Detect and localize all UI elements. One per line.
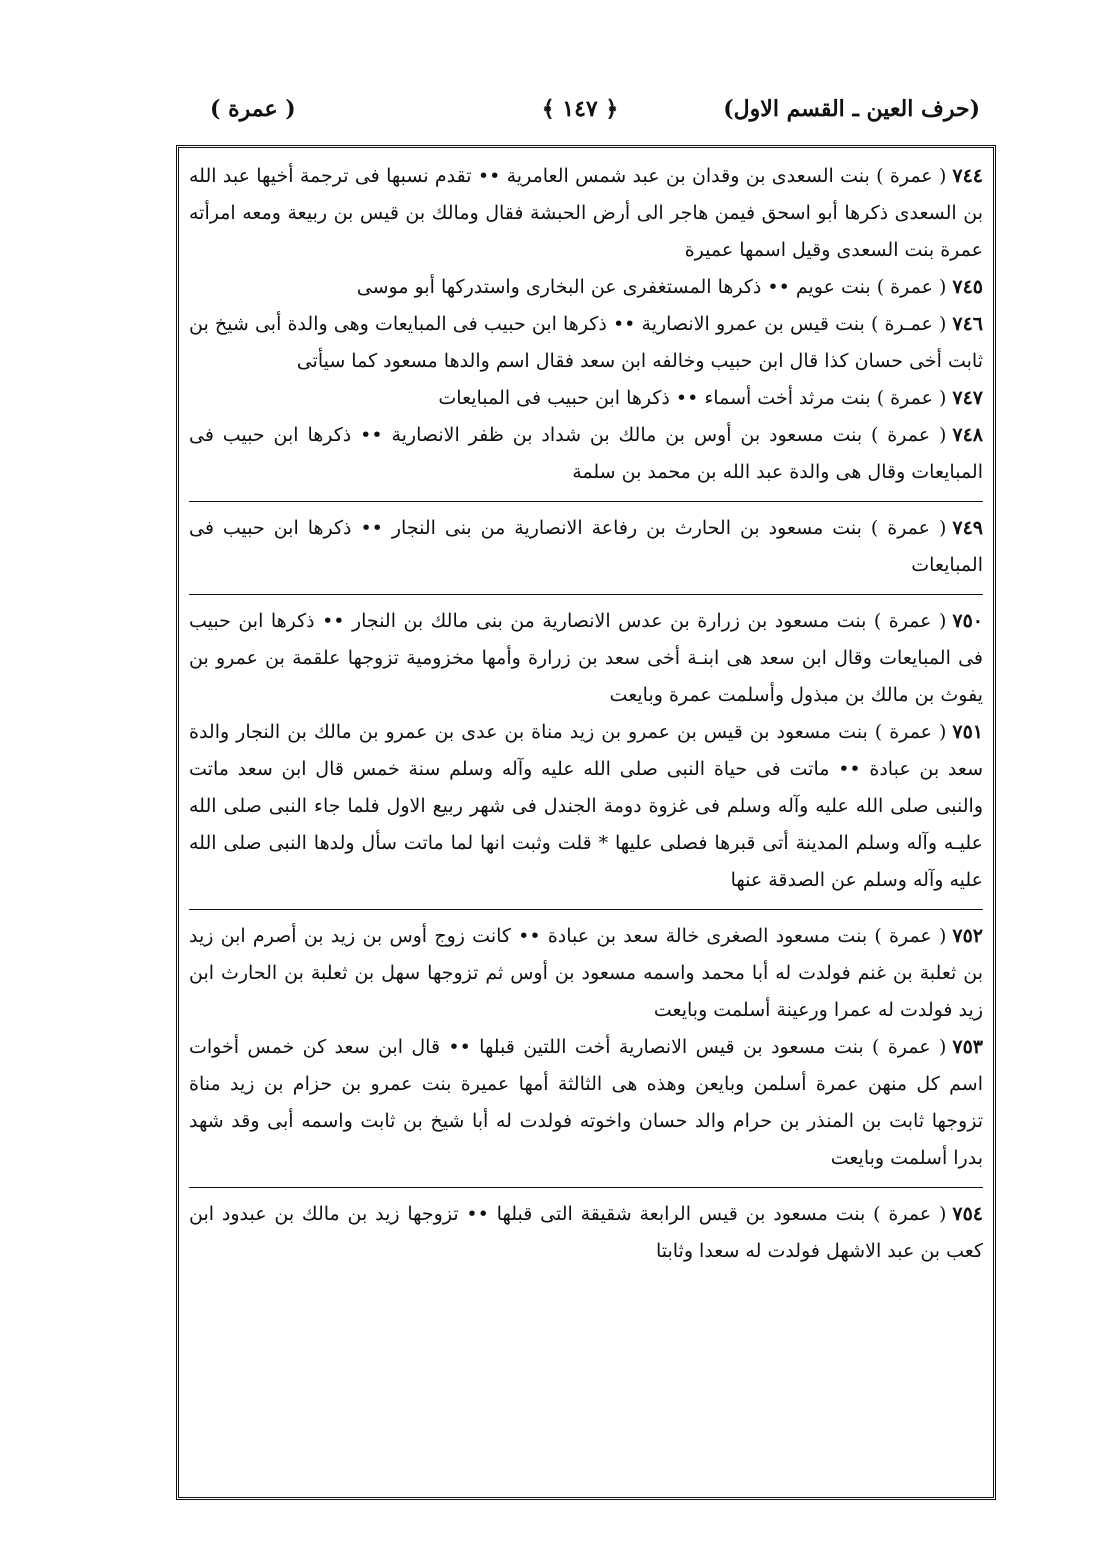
entry-number: ٧٤٤ bbox=[952, 165, 983, 187]
entry-text: ( عمرة ) بنت مرثد أخت أسماء •• ذكرها ابن حبيب فى المبايعات bbox=[438, 387, 947, 409]
entry-753 bbox=[189, 1029, 983, 1177]
entry-number: ٧٤٨ bbox=[952, 424, 983, 446]
entry-744 bbox=[189, 158, 983, 269]
page-header bbox=[180, 96, 980, 136]
entry-text: ( عمرة ) بنت عويم •• ذكرها المستغفرى عن البخارى واستدركها أبو موسى bbox=[356, 276, 947, 298]
entry-text: ( عمرة ) بنت مسعود بن زرارة بن عدس الانصارية من بنى مالك بن النجار •• ذكرها ابن حبيب فى المبايعات وقال ابن سعد هى ابنـة أخى سعد بن زرارة وأمها مخزومية تزوجها علقمة بن عمرو بن يفوث بن مالك بن مبذول وأسلمت عمرة وبايعت bbox=[189, 610, 983, 706]
text-frame bbox=[176, 145, 996, 1500]
entry-746 bbox=[189, 306, 983, 380]
entry-750 bbox=[189, 603, 983, 714]
entry-number: ٧٥١ bbox=[952, 721, 983, 743]
entry-751 bbox=[189, 714, 983, 899]
divider-line bbox=[189, 1187, 983, 1188]
entry-752 bbox=[189, 918, 983, 1029]
entry-text: ( عمرة ) بنت مسعود بن الحارث بن رفاعة الانصارية من بنى النجار •• ذكرها ابن حبيب فى المبايعات bbox=[189, 517, 983, 576]
entry-text: ( عمرة ) بنت السعدى بن وقدان بن عبد شمس العامرية •• تقدم نسبها فى ترجمة أخيها عبد الله بن السعدى ذكرها أبو اسحق فيمن هاجر الى أرض الحبشة فقال ومالك بن قيس بن ربيعة ومعه امرأته عمرة بنت السعدى وقيل اسمها عميرة bbox=[189, 165, 983, 261]
divider-line bbox=[189, 594, 983, 595]
entry-747 bbox=[189, 380, 983, 417]
entry-754 bbox=[189, 1196, 983, 1270]
entry-748 bbox=[189, 417, 983, 491]
divider-line bbox=[189, 909, 983, 910]
entry-number: ٧٥٢ bbox=[952, 925, 983, 947]
entry-number: ٧٥٤ bbox=[952, 1203, 983, 1225]
entry-text: ( عمـرة ) بنت قيس بن عمرو الانصارية •• ذكرها ابن حبيب فى المبايعات وهى والدة أبى شيخ بن ثابت أخى حسان كذا قال ابن حبيب وخالفه ابن سعد فقال اسم والدها مسعود كما سيأتى bbox=[189, 313, 983, 372]
entry-number: ٧٥٠ bbox=[952, 610, 983, 632]
entry-text: ( عمرة ) بنت مسعود الصغرى خالة سعد بن عبادة •• كانت زوج أوس بن زيد بن أصرم ابن زيد بن ثعلبة بن غنم فولدت له أبا محمد واسمه مسعود بن أوس ثم تزوجها سهل بن ثعلبة بن الحارث ابن زيد فولدت له عمرا ورعينة أسلمت وبايعت bbox=[189, 925, 983, 1021]
entry-text: ( عمرة ) بنت مسعود بن أوس بن مالك بن شداد بن ظفر الانصارية •• ذكرها ابن حبيب فى المبايعات وقال هى والدة عبد الله بن محمد بن سلمة bbox=[189, 424, 983, 483]
entry-number: ٧٤٩ bbox=[952, 517, 983, 539]
entry-749 bbox=[189, 510, 983, 584]
header-section-title: (حرف العين ـ القسم الاول) bbox=[723, 96, 980, 122]
page-number: ﴿ ١٤٧ ﴾ bbox=[541, 96, 619, 122]
entry-text: ( عمرة ) بنت مسعود بن قيس الرابعة شقيقة التى قبلها •• تزوجها زيد بن مالك بن عبدود ابن كعب بن عبد الاشهل فولدت له سعدا وثابتا bbox=[189, 1203, 983, 1262]
entry-number: ٧٤٧ bbox=[952, 387, 983, 409]
entry-number: ٧٤٥ bbox=[952, 276, 983, 298]
entry-text: ( عمرة ) بنت مسعود بن قيس الانصارية أخت اللتين قبلها •• قال ابن سعد كن خمس أخوات اسم كل منهن عمرة أسلمن وبايعن وهذه هى الثالثة أمها عميرة بنت عمرو بن حزام بن زيد مناة تزوجها ثابت بن المنذر بن حرام والد حسان واخوته فولدت له أبا شيخ بن ثابت واسمه أبى وقد شهد بدرا أسلمت وبايعت bbox=[189, 1036, 983, 1169]
divider-line bbox=[189, 501, 983, 502]
entry-text: ( عمرة ) بنت مسعود بن قيس بن عمرو بن زيد مناة بن عدى بن عمرو بن مالك بن النجار والدة سعد بن عبادة •• ماتت فى حياة النبى صلى الله عليه وآله وسلم سنة خمس قال ابن سعد ماتت والنبى صلى الله عليه وآله وسلم فى غزوة دومة الجندل فى شهر ربيع الاول فلما جاء النبى صلى الله عليـه وآله وسلم المدينة أتى قبرها فصلى عليها * قلت وثبت انها لما ماتت سأل ولدها النبى صلى الله عليه وآله وسلم عن الصدقة عنها bbox=[189, 721, 983, 891]
header-entry-name: ( عمرة ) bbox=[210, 96, 296, 122]
entry-number: ٧٤٦ bbox=[952, 313, 983, 335]
entry-number: ٧٥٣ bbox=[952, 1036, 983, 1058]
entry-745 bbox=[189, 269, 983, 306]
